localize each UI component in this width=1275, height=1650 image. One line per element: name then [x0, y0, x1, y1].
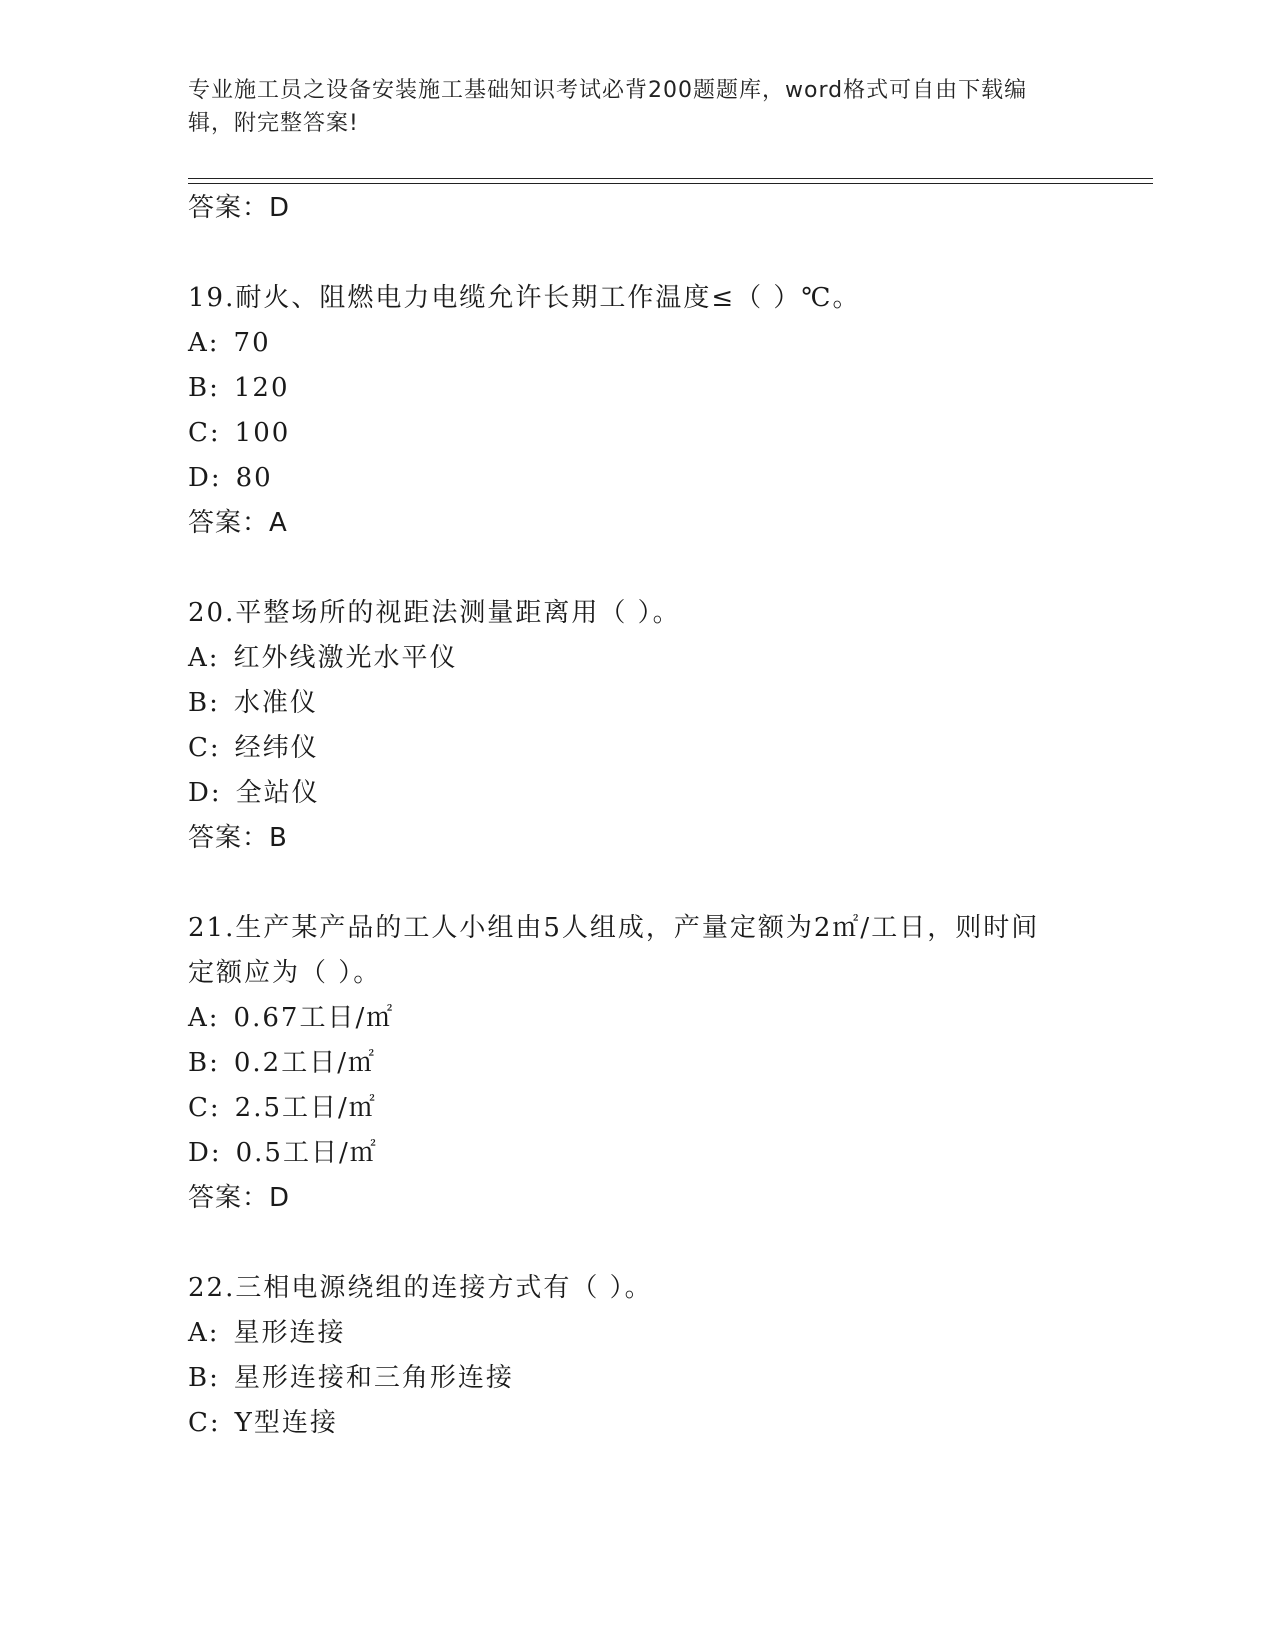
option-c	[188, 417, 290, 449]
option-b	[188, 687, 318, 719]
option-text: 120	[233, 373, 290, 403]
option-c	[188, 1092, 377, 1124]
option-text: 0.5工日/㎡	[235, 1138, 378, 1168]
option-key: C:	[188, 733, 221, 763]
option-a	[188, 327, 271, 359]
option-key: A:	[188, 643, 220, 673]
option-a	[188, 1002, 394, 1034]
answer-line: 答案：D	[188, 1183, 291, 1213]
option-key: C:	[188, 1093, 221, 1123]
option-key: B:	[188, 688, 220, 718]
option-key: A:	[188, 1318, 220, 1348]
option-text: 星形连接	[233, 1318, 346, 1348]
option-d	[188, 1137, 378, 1169]
option-key: A:	[188, 1003, 220, 1033]
option-key: C:	[188, 1408, 221, 1438]
option-a	[188, 642, 458, 674]
answer-line: 答案：A	[188, 508, 288, 538]
question-stem: 20.平整场所的视距法测量距离用（ ）。	[188, 598, 681, 628]
answer-line: 答案：B	[188, 823, 288, 853]
option-text: 2.5工日/㎡	[234, 1093, 377, 1123]
option-key: B:	[188, 1048, 220, 1078]
option-key: A:	[188, 328, 220, 358]
question-stem-line-1: 21.生产某产品的工人小组由5人组成，产量定额为2㎡/工日，则时间	[188, 913, 1040, 943]
option-text: 红外线激光水平仪	[233, 643, 458, 673]
option-d	[188, 777, 320, 809]
header-divider-top	[188, 178, 1153, 179]
option-text: Y型连接	[234, 1408, 338, 1438]
option-text: 80	[235, 463, 273, 493]
option-text: 70	[233, 328, 271, 358]
option-key: B:	[188, 1363, 220, 1393]
option-b	[188, 1362, 514, 1394]
option-text: 0.2工日/㎡	[233, 1048, 376, 1078]
question-stem: 22.三相电源绕组的连接方式有（ ）。	[188, 1273, 653, 1303]
question-stem: 19.耐火、阻燃电力电缆允许长期工作温度≤（ ）℃。	[188, 283, 861, 313]
option-key: D:	[188, 778, 222, 808]
option-c	[188, 1407, 338, 1439]
previous-answer: 答案：D	[188, 193, 291, 223]
option-b	[188, 372, 290, 404]
option-key: B:	[188, 373, 220, 403]
option-text: 100	[234, 418, 291, 448]
option-key: D:	[188, 1138, 222, 1168]
option-d	[188, 462, 273, 494]
option-c	[188, 732, 319, 764]
document-header: 专业施工员之设备安装施工基础知识考试必背200题题库，word格式可自由下载编辑，附完整答案!	[188, 78, 1028, 136]
option-text: 水准仪	[233, 688, 318, 718]
option-key: C:	[188, 418, 221, 448]
question-stem-line-2: 定额应为（ ）。	[188, 958, 382, 988]
header-divider-bottom	[188, 183, 1153, 184]
option-text: 星形连接和三角形连接	[233, 1363, 514, 1393]
option-text: 0.67工日/㎡	[233, 1003, 395, 1033]
option-text: 全站仪	[235, 778, 320, 808]
option-key: D:	[188, 463, 222, 493]
option-a	[188, 1317, 346, 1349]
option-b	[188, 1047, 376, 1079]
option-text: 经纬仪	[234, 733, 319, 763]
